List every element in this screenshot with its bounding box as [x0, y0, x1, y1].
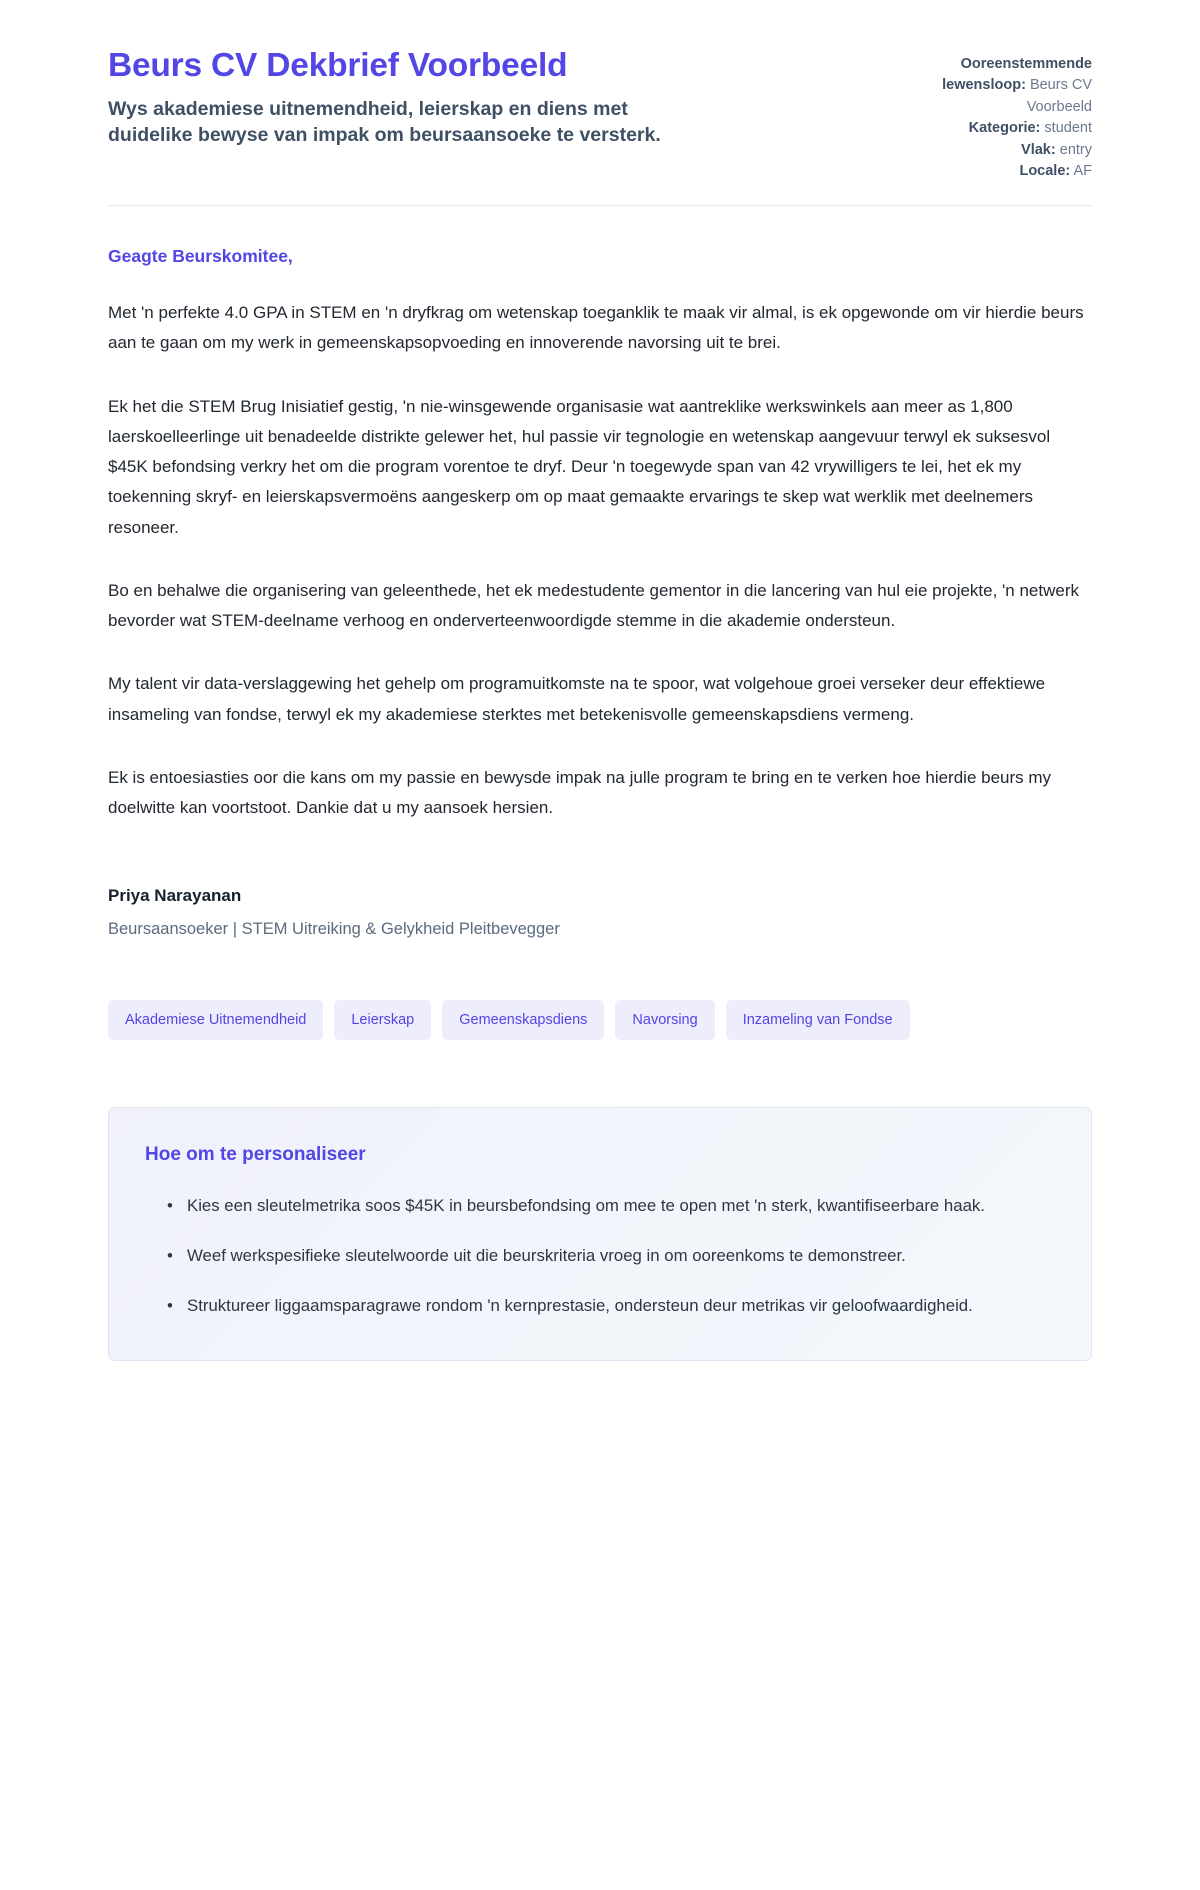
tips-list-item: • Weef werkspesifieke sleutelwoorde uit die beurskriteria vroeg in om ooreenkoms te demonstreer. — [167, 1241, 1055, 1271]
signature-name: Priya Narayanan — [108, 886, 242, 906]
letter-salutation: Geagte Beurskomitee, — [108, 245, 293, 266]
letter-paragraph: Met 'n perfekte 4.0 GPA in STEM en 'n dryfkrag om wetenskap toeganklik te maak vir almal, is ek opgewonde om vir hierdie beurs aan te gaan om my werk in gemeenskapsopvoeding en innoverende navorsing uit te brei. — [108, 303, 1084, 353]
tag-chip[interactable]: Akademiese Uitnemendheid — [108, 1000, 323, 1041]
letter-body — [108, 298, 1092, 823]
letter-paragraph: Ek het die STEM Brug Inisiatief gestig, 'n nie-winsgewende organisasie wat aantreklike werkswinkels aan meer as 1,800 laerskoelleerlinge uit benadeelde distrikte gelewer het, hul passie vir tegnologie en wetenskap aangevuur terwyl ek suksesvol $45K befondsing verkry het om die program vorentoe te dryf. Deur 'n toegewyde span van 42 vrywilligers te lei, het ek my toekenning skryf- en leierskapsvermoëns aangeskerp om op maat gemaakte ervarings te skep wat werklik met deelnemers resoneer. — [108, 396, 1051, 537]
document-header — [108, 46, 1092, 205]
tips-list-item: • Struktureer liggaamsparagrawe rondom 'n kernprestasie, ondersteun deur metrikas vir geloofwaardigheid. — [167, 1291, 1055, 1321]
cover-letter — [108, 244, 1092, 942]
meta-key-level: Vlak: — [1021, 141, 1056, 158]
letter-paragraph: Ek is entoesiasties oor die kans om my passie en bewysde impak na julle program te bring en te verken hoe hierdie beurs my doelwitte kan voortstoot. Dankie dat u my aansoek hersien. — [108, 767, 1052, 818]
letter-paragraph: Bo en behalwe die organisering van geleenthede, het ek medestudente gementor in die lancering van hul eie projekte, 'n netwerk bevorder wat STEM-deelname verhoog en onderverteenwoordigde stemme in die akademie ondersteun. — [108, 580, 1080, 631]
signature-role: Beursaansoeker | STEM Uitreiking & Gelykheid Pleitbevegger — [108, 919, 560, 938]
meta-row-level — [892, 140, 1092, 161]
tag-chip[interactable]: Gemeenskapsdiens — [442, 1000, 604, 1041]
meta-value-category: student — [1044, 120, 1092, 137]
meta-key-matching-resume: Ooreenstemmende lewensloop: — [942, 56, 1092, 94]
tag-chip[interactable]: Leierskap — [334, 1000, 431, 1041]
meta-value-locale: AF — [1073, 163, 1092, 180]
page-subtitle: Wys akademiese uitnemendheid, leierskap en diens met duidelike bewyse van impak om beursaansoeke te versterk. — [108, 97, 661, 147]
meta-key-locale: Locale: — [1019, 163, 1071, 180]
tips-list — [145, 1191, 1055, 1321]
header-divider — [108, 205, 1092, 206]
letter-paragraph: My talent vir data-verslaggewing het gehelp om programuitkomste na te spoor, wat volgehoue groei verseker deur effektiewe insameling van fondse, terwyl ek my akademiese sterktes met betekenisvolle gemeenskapsdiens vermeng. — [108, 674, 1046, 724]
meta-row-category — [892, 118, 1092, 139]
header-metadata — [892, 46, 1092, 183]
tag-list — [108, 1000, 1092, 1041]
tips-list-item: • Kies een sleutelmetrika soos $45K in beursbefondsing om mee te open met 'n sterk, kwantifiseerbare haak. — [167, 1191, 1055, 1221]
meta-row-locale — [892, 161, 1092, 182]
tips-panel-title: Hoe om te personaliseer — [145, 1144, 366, 1166]
tag-chip[interactable]: Navorsing — [615, 1000, 714, 1041]
meta-value-matching-resume: Beurs CV Voorbeeld — [1026, 77, 1092, 115]
header-title-block — [108, 46, 773, 149]
tag-chip[interactable]: Inzameling van Fondse — [726, 1000, 910, 1041]
meta-row-matching-resume — [892, 54, 1092, 118]
signature-block — [108, 883, 1092, 941]
personalization-tips-panel — [108, 1107, 1092, 1361]
meta-key-category: Kategorie: — [968, 120, 1041, 137]
meta-value-level: entry — [1059, 141, 1092, 158]
page-title: Beurs CV Dekbrief Voorbeeld — [108, 47, 568, 84]
